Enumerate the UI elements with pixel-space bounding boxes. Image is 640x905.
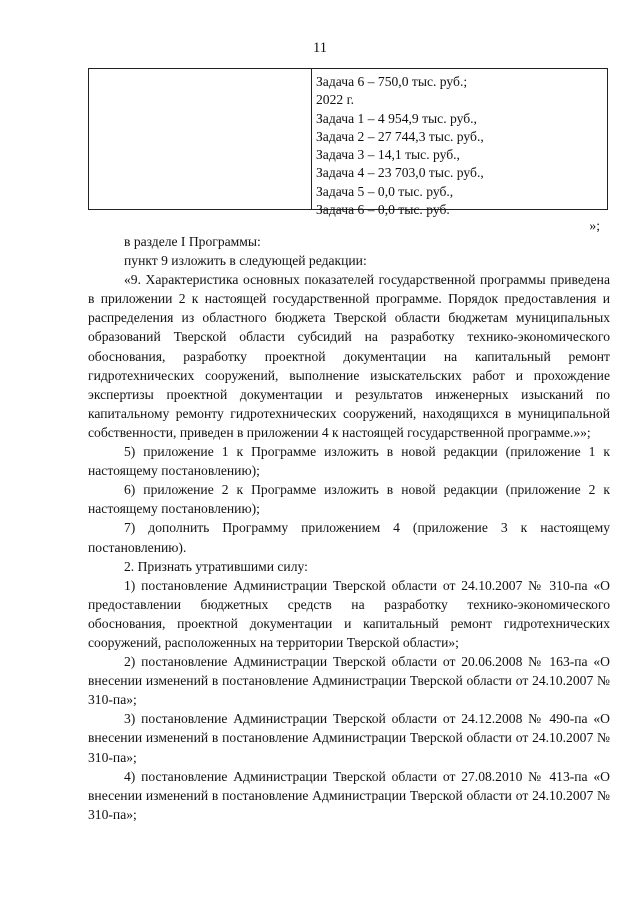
paragraph: 3) постановление Администрации Тверской области от 24.12.2008 № 490-па «О внесении изменений в постановление Администрации Тверской области от 24.10.2007 № 310-па»; [88, 711, 610, 765]
paragraph: в разделе I Программы: [124, 234, 261, 249]
table-line: Задача 3 – 14,1 тыс. руб., [316, 147, 460, 163]
closing-quote: »; [589, 218, 600, 233]
table-line: Задача 5 – 0,0 тыс. руб., [316, 183, 454, 199]
funding-table [88, 68, 608, 218]
table-column-divider [311, 69, 312, 209]
paragraph: 1) постановление Администрации Тверской области от 24.10.2007 № 310-па «О предоставлении бюджетных средств на разработку технико-экономического обоснования, проектной документации и капитальный ремонт гидротехнических сооружений, расположенных на территории Тверской области»; [88, 577, 610, 650]
paragraph: 5) приложение 1 к Программе изложить в новой редакции (приложение 1 к настоящему постановлению); [88, 444, 610, 479]
table-line: Задача 6 – 0,0 тыс. руб. [316, 202, 450, 218]
table-right-cell [316, 73, 601, 219]
paragraph: 4) постановление Администрации Тверской области от 27.08.2010 № 413-па «О внесении изменений в постановление Администрации Тверской области от 24.10.2007 № 310-па»; [88, 768, 610, 822]
table-line: 2022 г. [316, 92, 355, 108]
page-number: 11 [313, 40, 327, 56]
document-body [88, 232, 610, 824]
paragraph: 7) дополнить Программу приложением 4 (приложение 3 к настоящему постановлению). [88, 520, 610, 555]
table-line: Задача 4 – 23 703,0 тыс. руб., [316, 165, 484, 181]
paragraph: «9. Характеристика основных показателей государственной программы приведена в приложении 2 к настоящей государственной программе. Порядок предоставления и распределения из областного бюджета Тверской области бюджетам муниципальных образований Тверской области субсидий на разработку технико-экономического обоснования, разработку проектной документации на капитальный ремонт гидротехнических сооружений, выполнение изыскательских работ и прохождение экспертизы проектной документации и результатов инженерных изысканий по капитальному ремонту гидротехнических сооружений, находящихся в муниципальной собственности, приведен в приложении 4 к настоящей государственной программе.»»; [88, 272, 610, 440]
table-line: Задача 6 – 750,0 тыс. руб.; [316, 74, 468, 89]
paragraph: 2. Признать утратившими силу: [124, 558, 308, 574]
paragraph: пункт 9 изложить в следующей редакции: [124, 253, 367, 269]
paragraph: 2) постановление Администрации Тверской области от 20.06.2008 № 163-па «О внесении изменений в постановление Администрации Тверской области от 24.10.2007 № 310-па»; [88, 654, 610, 708]
table-line: Задача 2 – 27 744,3 тыс. руб., [316, 128, 484, 144]
table-line: Задача 1 – 4 954,9 тыс. руб., [316, 110, 477, 126]
paragraph: 6) приложение 2 к Программе изложить в новой редакции (приложение 2 к настоящему постановлению); [88, 482, 610, 517]
